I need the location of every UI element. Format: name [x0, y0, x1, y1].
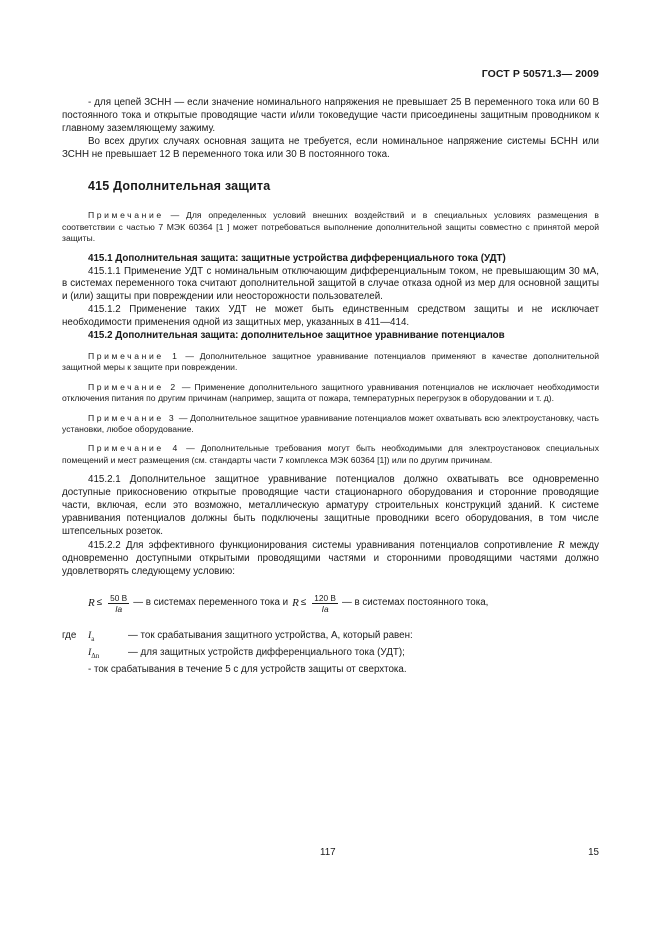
note [62, 382, 599, 405]
definition-row [62, 663, 599, 677]
paragraph-part: между одновременно доступными открытыми проводящими частями и сторонними проводящими частями должно удовлетворять следующему условию: [62, 539, 599, 577]
document-id: ГОСТ Р 50571.3— 2009 [481, 68, 599, 80]
formula [62, 589, 599, 619]
definition-text: — для защитных устройств дифференциального тока (УДТ); [128, 646, 405, 658]
note-text: — Дополнительное защитное уравнивание потенциалов применяют в качестве дополнительной защитной меры к защите при повреждении. [62, 351, 599, 373]
fraction-denominator: Iа [115, 604, 123, 614]
note [62, 351, 599, 374]
fraction-numerator: 50 В [110, 593, 128, 603]
paragraph: 415.1.1 Применение УДТ с номинальным отключающим дифференциальным током, не превышающим 30 мА, в системах переменного тока считают дополнительной защитой в случае отказа одной из мер для основной защиты и (или) защиты при повреждении или неосторожности пользователей. [62, 265, 599, 303]
definition-row [62, 629, 599, 646]
fraction [312, 593, 338, 614]
definition-text: — ток срабатывания защитного устройства, А, который равен: [128, 629, 413, 641]
variable-r: R [557, 538, 565, 551]
formula-leq: ≤ [300, 597, 307, 609]
paragraph [62, 539, 599, 579]
note-text: — Для определенных условий внешних воздействий и в специальных условиях размещения в соответствии с частью 7 МЭК 60364 [1 ] может потребоваться выполнение дополнительной защиты совместно с принятой мерой защиты. [62, 210, 599, 244]
page-number-center: 117 [320, 847, 336, 858]
note-label: Примечание 4 [88, 443, 180, 454]
fraction-numerator: 120 В [314, 593, 336, 603]
definition-row [62, 646, 599, 663]
page-number-right: 15 [588, 847, 599, 858]
section-heading: 415 Дополнительная защита [88, 178, 271, 193]
note [62, 413, 599, 436]
note [62, 443, 599, 466]
paragraph: 415.2.1 Дополнительное защитное уравнивание потенциалов должно охватывать все одновременно доступные прикосновению открытые проводящие части стационарного оборудования и сторонние проводящие части, включая, если это возможно, металлическую арматуру строительных конструкций зданий. К системе уравнивания потенциалов должны быть подключены защитные проводники всего оборудования, в том числе штепсельных розеток. [62, 474, 599, 537]
definition-symbol: $I_а$ [88, 629, 95, 643]
definition-text: - ток срабатывания в течение 5 с для устройств защиты от сверхтока. [88, 664, 407, 676]
definitions [62, 629, 599, 677]
note-label: Примечание 3 [88, 412, 177, 423]
formula-text: — в системах переменного тока и [133, 597, 289, 609]
definition-symbol: $I_{\Delta n}$ [88, 646, 100, 660]
fraction-denominator: Iа [321, 604, 329, 614]
formula-variable: R [88, 597, 95, 610]
note-label: Примечание [88, 210, 164, 221]
formula-text: — в системах постоянного тока, [341, 597, 489, 609]
note-text: — Дополнительное защитное уравнивание потенциалов может охватывать всю электроустановку, часть установки, любое оборудование. [62, 412, 599, 435]
subsection-heading: 415.1 Дополнительная защита: защитные устройства дифференциального тока (УДТ) [88, 252, 506, 264]
note-label: Примечание 2 [88, 381, 178, 392]
paragraph: - для цепей ЗСНН — если значение номинального напряжения не превышает 25 В переменного тока или 60 В постоянного тока и открытые проводящие части и/или токоведущие части присоединены защитным проводником к главному заземляющему зажиму. [62, 97, 599, 134]
subsection-heading: 415.2 Дополнительная защита: дополнительное защитное уравнивание потенциалов [88, 330, 505, 342]
note-text: — Дополнительные требования могут быть необходимыми для электроустановок специальных помещений и мест размещения (см. стандарты части 7 комплекса МЭК 60364 [1]) или по другим причинам. [62, 443, 599, 465]
where-label: где [62, 629, 77, 641]
paragraph: 415.1.2 Применение таких УДТ не может быть единственным средством защиты и не исключает необходимости применения одной из защитных мер, указанных в 411—414. [62, 304, 599, 329]
paragraph: Во всех других случаях основная защита не требуется, если номинальное напряжение системы БСНН или ЗСНН не превышает 12 В переменного тока или 30 В постоянного тока. [62, 135, 599, 160]
note-text: — Применение дополнительного защитного уравнивания потенциалов не исключает необходимости отключения питания по другим причинам (например, защита от пожара, температурных перегрузок в оборудовании и т. д). [62, 381, 600, 404]
note-label: Примечание 1 [88, 351, 180, 361]
formula-leq: ≤ [96, 597, 103, 609]
paragraph-part: 415.2.2 Для эффективного функционирования системы уравнивания потенциалов сопротивление [88, 539, 553, 551]
fraction [108, 593, 129, 614]
formula-variable: R [292, 597, 299, 610]
document-body [62, 97, 599, 677]
note [62, 210, 599, 244]
